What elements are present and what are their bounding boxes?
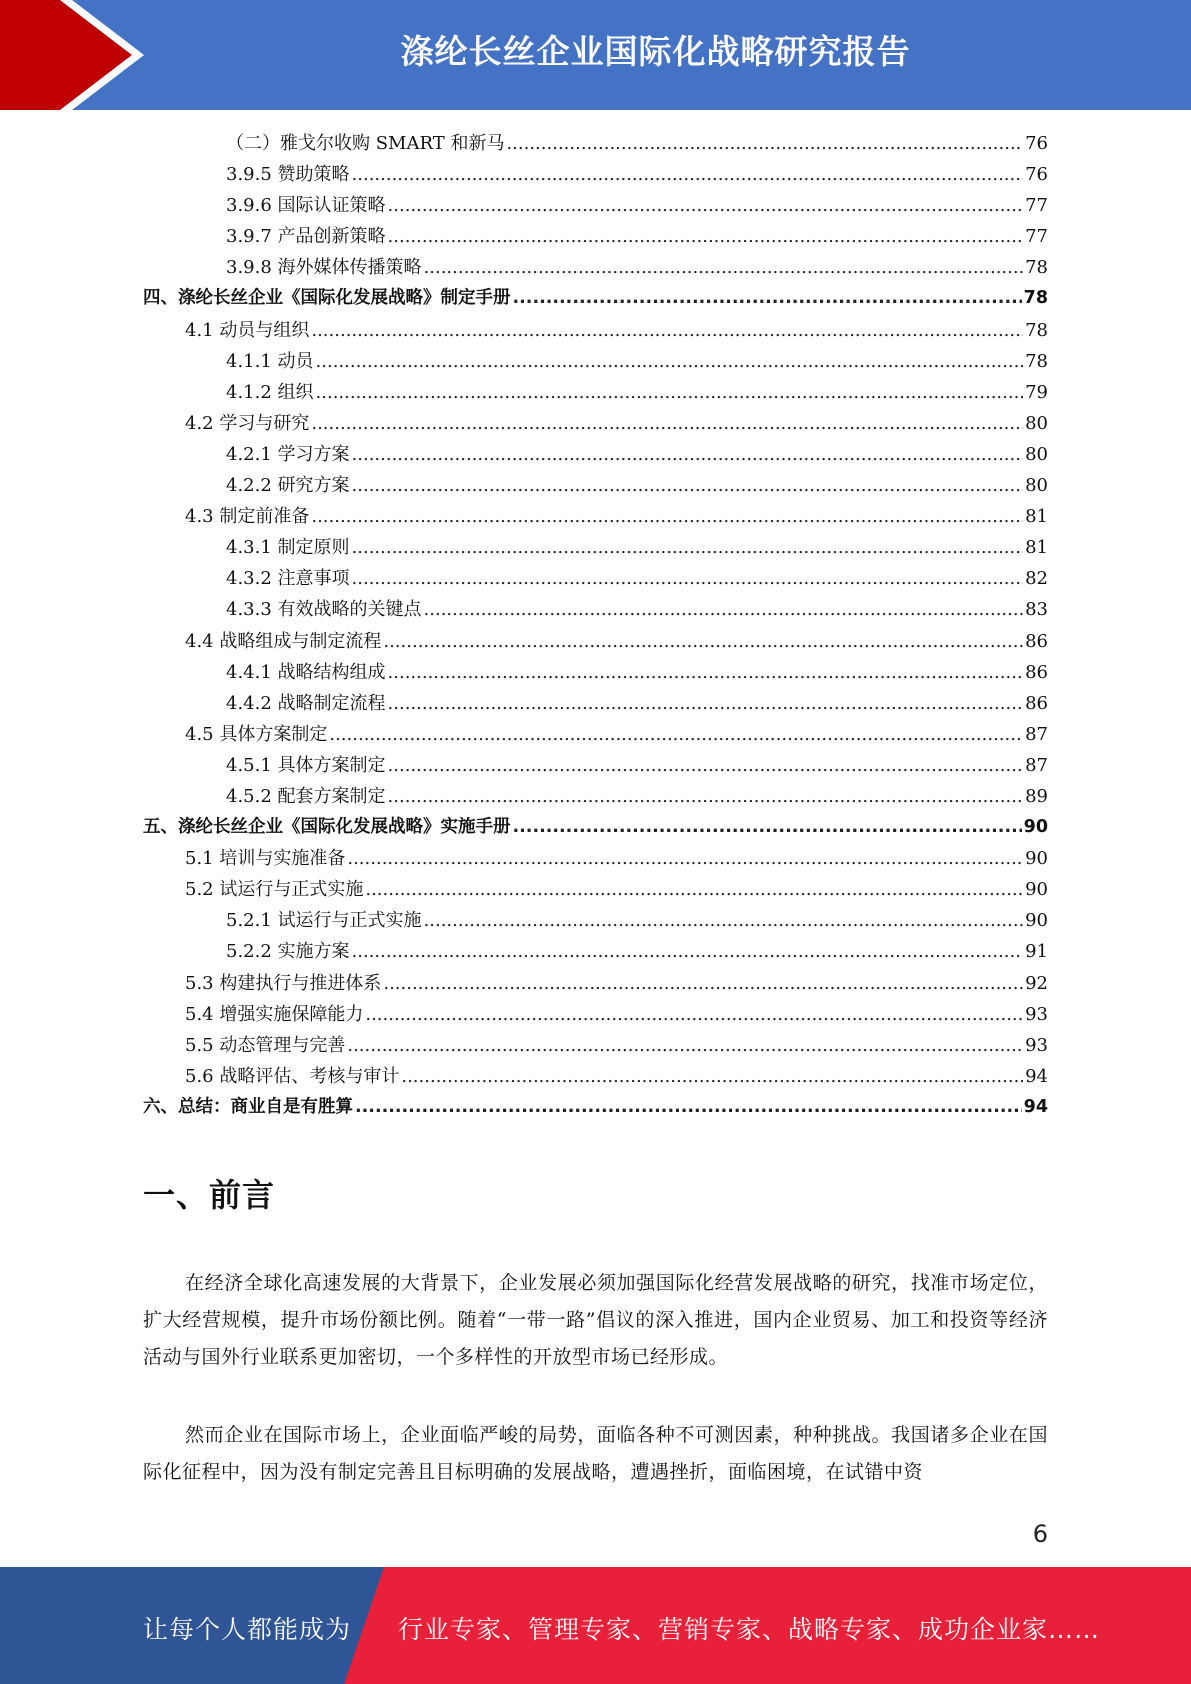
- toc-entry[interactable]: [143, 874, 1048, 905]
- toc-entry-page: 81: [1025, 537, 1048, 559]
- toc-entry[interactable]: [143, 128, 1048, 159]
- footer-slogan-left: 让每个人都能成为: [143, 1615, 352, 1644]
- toc-entry[interactable]: [143, 719, 1048, 750]
- toc-entry-label: 3.9.7 产品创新策略: [226, 226, 386, 248]
- toc-entry[interactable]: [143, 283, 1048, 314]
- document-title: 涤纶长丝企业国际化战略研究报告: [400, 32, 911, 71]
- toc-entry-label: 3.9.5 赞助策略: [226, 164, 350, 186]
- toc-entry-label: 4.2 学习与研究: [185, 412, 310, 434]
- toc-entry-page: 80: [1025, 412, 1048, 434]
- toc-entry-page: 92: [1025, 972, 1048, 994]
- page-number: 6: [1032, 1520, 1048, 1548]
- toc-entry-label: 六、总结：商业自是有胜算: [143, 1096, 353, 1117]
- toc-entry-label: 4.4 战略组成与制定流程: [185, 630, 382, 652]
- toc-entry-label: 5.2.2 实施方案: [226, 941, 350, 963]
- toc-entry[interactable]: [143, 315, 1048, 346]
- toc-entry[interactable]: [143, 1092, 1048, 1123]
- toc-dot-leader: [352, 936, 1024, 967]
- toc-entry-page: 94: [1025, 1065, 1048, 1087]
- toc-entry[interactable]: [143, 594, 1048, 625]
- toc-entry[interactable]: [143, 408, 1048, 439]
- toc-entry-page: 90: [1025, 910, 1048, 932]
- body-paragraph: 在经济全球化高速发展的大背景下，企业发展必须加强国际化经营发展战略的研究，找准市场定位，扩大经营规模，提升市场份额比例。随着“一带一路”倡议的深入推进，国内企业贸易、加工和投资等经济活动与国外行业联系更加密切，一个多样性的开放型市场已经形成。: [143, 1272, 1048, 1368]
- toc-dot-leader: [424, 905, 1024, 936]
- toc-entry-page: 78: [1023, 288, 1048, 309]
- toc-entry-label: 5.5 动态管理与完善: [185, 1034, 346, 1056]
- toc-dot-leader: [388, 781, 1024, 812]
- toc-entry[interactable]: [143, 470, 1048, 501]
- toc-entry-page: 80: [1025, 475, 1048, 497]
- toc-entry-label: 5.3 构建执行与推进体系: [185, 972, 382, 994]
- toc-entry[interactable]: [143, 626, 1048, 657]
- toc-entry[interactable]: [143, 159, 1048, 190]
- toc-entry-label: 4.5 具体方案制定: [185, 723, 328, 745]
- toc-entry[interactable]: [143, 252, 1048, 283]
- toc-dot-leader: [365, 999, 1023, 1030]
- toc-dot-leader: [513, 283, 1022, 314]
- toc-dot-leader: [365, 874, 1023, 905]
- header-arrow-decoration: [0, 0, 150, 110]
- toc-entry[interactable]: [143, 688, 1048, 719]
- toc-entry[interactable]: [143, 190, 1048, 221]
- toc-entry-page: 78: [1025, 257, 1048, 279]
- toc-entry-page: 83: [1025, 599, 1048, 621]
- table-of-contents: [143, 128, 1048, 1123]
- toc-dot-leader: [352, 439, 1024, 470]
- toc-entry[interactable]: [143, 1030, 1048, 1061]
- toc-entry-page: 89: [1025, 785, 1048, 807]
- body-paragraph: 然而企业在国际市场上，企业面临严峻的局势，面临各种不可测因素，种种挑战。我国诸多企业在国际化征程中，因为没有制定完善且目标明确的发展战略，遭遇挫折，面临困境，在试错中资: [143, 1424, 1048, 1483]
- toc-entry-page: 86: [1025, 630, 1048, 652]
- toc-entry-label: 4.4.1 战略结构组成: [226, 661, 386, 683]
- toc-entry-page: 86: [1025, 692, 1048, 714]
- toc-entry-page: 79: [1025, 381, 1048, 403]
- toc-dot-leader: [388, 221, 1024, 252]
- toc-entry-page: 94: [1023, 1096, 1048, 1117]
- toc-entry[interactable]: [143, 377, 1048, 408]
- toc-entry-label: 4.5.1 具体方案制定: [226, 754, 386, 776]
- toc-dot-leader: [506, 128, 1023, 159]
- toc-entry-page: 87: [1025, 754, 1048, 776]
- toc-dot-leader: [352, 470, 1024, 501]
- toc-dot-leader: [388, 657, 1024, 688]
- toc-entry[interactable]: [143, 1061, 1048, 1092]
- toc-entry[interactable]: [143, 781, 1048, 812]
- toc-entry-label: 4.3.2 注意事项: [226, 568, 350, 590]
- toc-entry[interactable]: [143, 843, 1048, 874]
- toc-dot-leader: [388, 190, 1024, 221]
- toc-dot-leader: [401, 1061, 1023, 1092]
- toc-dot-leader: [513, 812, 1022, 843]
- toc-entry-page: 77: [1025, 195, 1048, 217]
- toc-dot-leader: [347, 843, 1023, 874]
- toc-entry-label: 4.2.1 学习方案: [226, 443, 350, 465]
- toc-entry-label: 五、涤纶长丝企业《国际化发展战略》实施手册: [143, 817, 511, 838]
- toc-entry[interactable]: [143, 999, 1048, 1030]
- toc-entry[interactable]: [143, 905, 1048, 936]
- toc-entry-label: 4.3 制定前准备: [185, 506, 310, 528]
- toc-entry-page: 82: [1025, 568, 1048, 590]
- toc-entry-label: 5.4 增强实施保障能力: [185, 1003, 364, 1025]
- toc-entry-label: 4.3.1 制定原则: [226, 537, 350, 559]
- toc-entry[interactable]: [143, 532, 1048, 563]
- section-heading: 一、前言: [143, 1176, 276, 1214]
- toc-entry-label: 5.2 试运行与正式实施: [185, 879, 364, 901]
- toc-entry-label: 4.3.3 有效战略的关键点: [226, 599, 422, 621]
- toc-dot-leader: [352, 159, 1024, 190]
- toc-entry[interactable]: [143, 563, 1048, 594]
- toc-dot-leader: [316, 377, 1024, 408]
- toc-entry[interactable]: [143, 346, 1048, 377]
- page-header: [0, 0, 1191, 110]
- toc-entry-label: 4.5.2 配套方案制定: [226, 785, 386, 807]
- toc-entry-label: 5.6 战略评估、考核与审计: [185, 1065, 400, 1087]
- page-footer: [0, 1567, 1191, 1684]
- toc-entry-page: 80: [1025, 443, 1048, 465]
- toc-entry-label: 4.1.1 动员: [226, 350, 314, 372]
- toc-entry-label: （二）雅戈尔收购 SMART 和新马: [226, 133, 505, 154]
- toc-entry-label: 4.2.2 研究方案: [226, 475, 350, 497]
- footer-slogan-right: 行业专家、管理专家、营销专家、战略专家、成功企业家……: [398, 1615, 1101, 1644]
- toc-entry[interactable]: [143, 936, 1048, 967]
- toc-dot-leader: [383, 626, 1023, 657]
- toc-dot-leader: [311, 315, 1023, 346]
- toc-dot-leader: [316, 346, 1024, 377]
- toc-entry-page: 93: [1025, 1003, 1048, 1025]
- toc-entry-label: 5.1 培训与实施准备: [185, 848, 346, 870]
- toc-dot-leader: [388, 688, 1024, 719]
- toc-entry-page: 77: [1025, 226, 1048, 248]
- toc-entry[interactable]: [143, 968, 1048, 999]
- toc-dot-leader: [383, 968, 1023, 999]
- toc-dot-leader: [424, 252, 1024, 283]
- toc-entry-page: 76: [1025, 164, 1048, 186]
- toc-entry-page: 93: [1025, 1034, 1048, 1056]
- toc-entry[interactable]: [143, 750, 1048, 781]
- toc-entry-page: 90: [1025, 879, 1048, 901]
- toc-dot-leader: [347, 1030, 1023, 1061]
- toc-entry-label: 四、涤纶长丝企业《国际化发展战略》制定手册: [143, 288, 511, 309]
- toc-dot-leader: [311, 408, 1023, 439]
- toc-dot-leader: [352, 532, 1024, 563]
- toc-entry-page: 78: [1025, 350, 1048, 372]
- toc-entry-page: 90: [1025, 848, 1048, 870]
- toc-dot-leader: [352, 563, 1024, 594]
- toc-dot-leader: [424, 594, 1024, 625]
- toc-entry[interactable]: [143, 501, 1048, 532]
- toc-dot-leader: [311, 501, 1023, 532]
- toc-entry-label: 4.1 动员与组织: [185, 319, 310, 341]
- toc-entry-page: 76: [1025, 133, 1048, 154]
- toc-dot-leader: [329, 719, 1023, 750]
- toc-dot-leader: [388, 750, 1024, 781]
- toc-entry-label: 4.1.2 组织: [226, 381, 314, 403]
- toc-entry-label: 3.9.8 海外媒体传播策略: [226, 257, 422, 279]
- toc-entry-page: 81: [1025, 506, 1048, 528]
- toc-entry-page: 78: [1025, 319, 1048, 341]
- toc-entry-label: 4.4.2 战略制定流程: [226, 692, 386, 714]
- toc-entry-page: 86: [1025, 661, 1048, 683]
- toc-entry[interactable]: [143, 221, 1048, 252]
- toc-entry-label: 3.9.6 国际认证策略: [226, 195, 386, 217]
- toc-entry[interactable]: [143, 812, 1048, 843]
- toc-entry[interactable]: [143, 439, 1048, 470]
- toc-entry-page: 90: [1023, 817, 1048, 838]
- toc-dot-leader: [355, 1092, 1022, 1123]
- toc-entry-label: 5.2.1 试运行与正式实施: [226, 910, 422, 932]
- toc-entry[interactable]: [143, 657, 1048, 688]
- toc-entry-page: 87: [1025, 723, 1048, 745]
- toc-entry-page: 91: [1025, 941, 1048, 963]
